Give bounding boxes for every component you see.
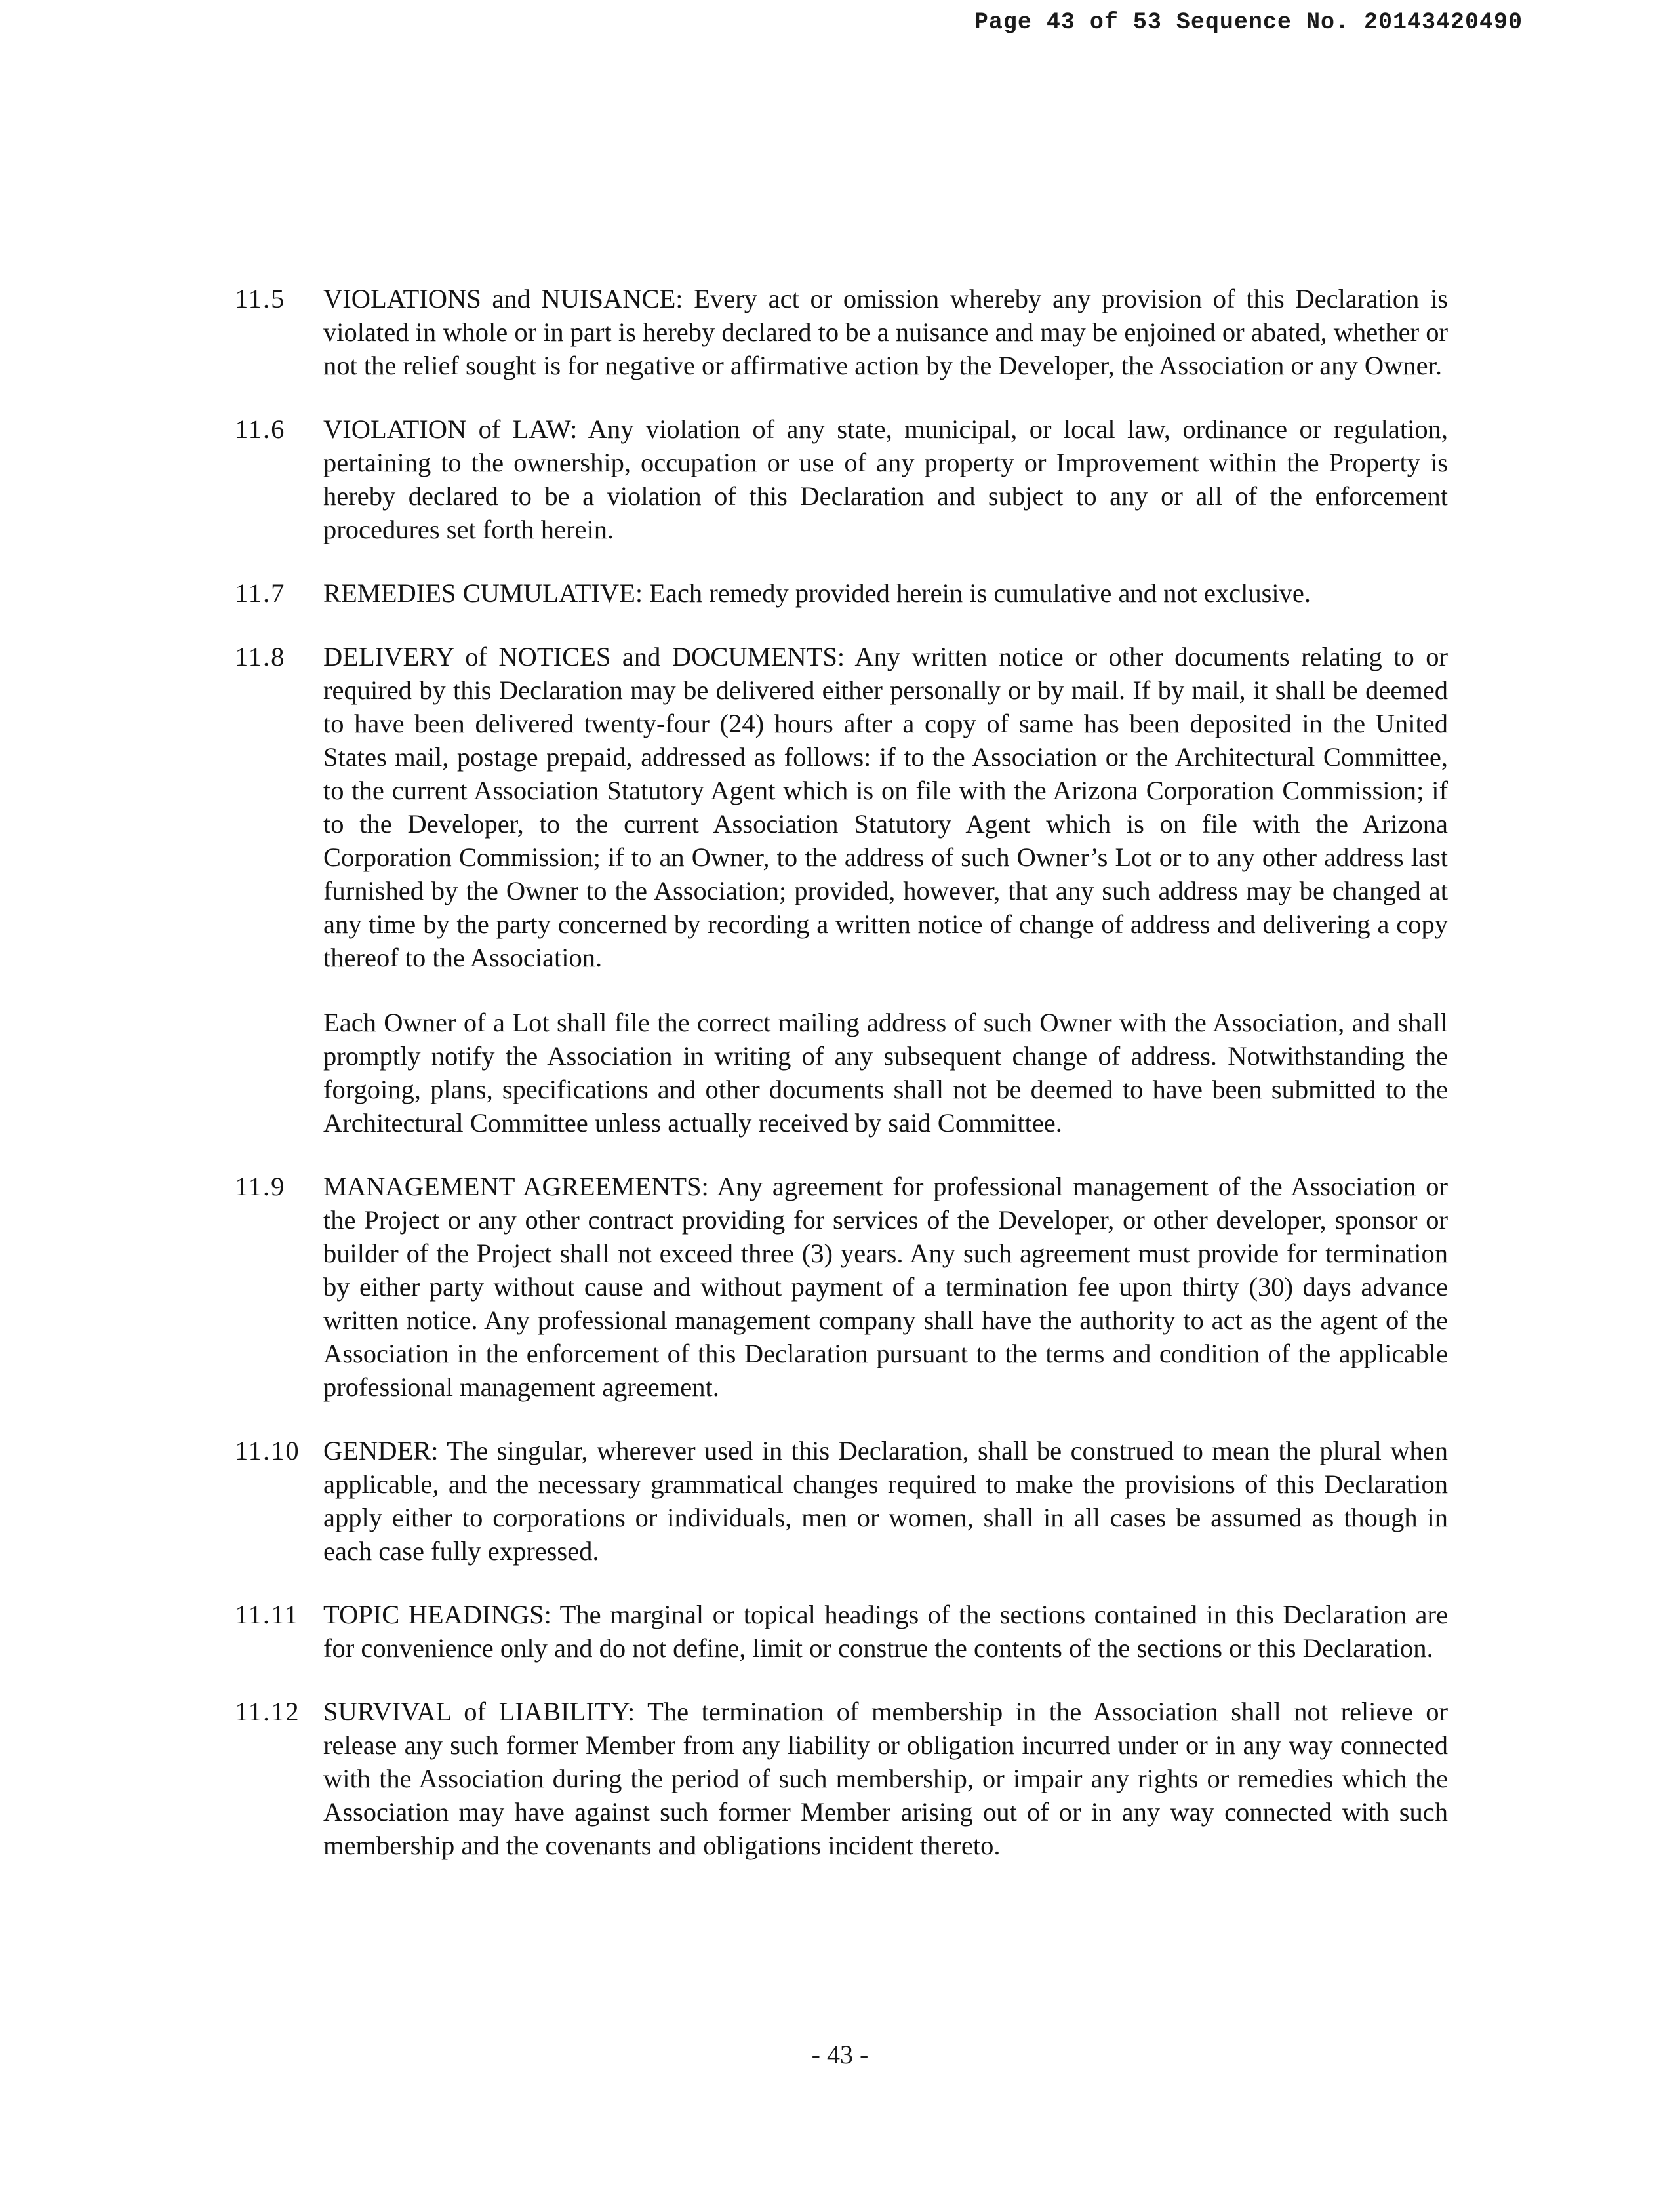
section-heading: DELIVERY of NOTICES and DOCUMENTS:	[323, 642, 845, 671]
section-paragraph	[323, 282, 1448, 382]
page-header: Page 43 of 53 Sequence No. 20143420490	[974, 9, 1523, 35]
section-paragraph	[323, 640, 1448, 974]
section-number: 11.8	[235, 642, 286, 671]
section-11-6	[235, 412, 1448, 546]
section-text: Each remedy provided herein is cumulative and not exclusive.	[643, 578, 1311, 608]
page-number: - 43 -	[811, 2040, 869, 2069]
section-text: The termination of membership in the Association shall not relieve or release any such former Member from any liability or obligation incurred under or in any way connected with the Association during the period of such membership, or impair any rights or remedies which the Association may have against such former Member arising out of or in any way connected with such membership and the covenants and obligations incident thereto.	[323, 1697, 1449, 1860]
section-number: 11.9	[235, 1172, 286, 1201]
section-number: 11.6	[235, 414, 286, 444]
section-text: The singular, wherever used in this Declaration, shall be construed to mean the plural when applicable, and the necessary grammatical changes required to make the provisions of this Declaration apply either to corporations or individuals, men or women, shall in all cases be assumed as though in each case fully expressed.	[323, 1436, 1448, 1566]
section-heading: GENDER:	[323, 1436, 439, 1465]
section-heading: SURVIVAL of LIABILITY:	[323, 1697, 635, 1726]
section-number: 11.10	[235, 1436, 300, 1465]
section-11-9	[235, 1170, 1448, 1404]
section-text: Every act or omission whereby any provision of this Declaration is violated in whole or in part is hereby declared to be a nuisance and may be enjoined or abated, whether or not the relief sought is for negative or affirmative action by the Developer, the Association or any Owner.	[323, 284, 1448, 380]
section-paragraph	[323, 1434, 1448, 1568]
section-number: 11.12	[235, 1697, 300, 1726]
section-11-5	[235, 282, 1448, 382]
document-body	[235, 282, 1448, 1892]
section-number: 11.5	[235, 284, 286, 313]
section-number: 11.7	[235, 578, 286, 608]
section-11-8	[235, 640, 1448, 1140]
section-paragraph	[323, 576, 1448, 610]
section-heading: VIOLATIONS and NUISANCE:	[323, 284, 683, 313]
section-paragraph	[323, 412, 1448, 546]
section-heading: MANAGEMENT AGREEMENTS:	[323, 1172, 709, 1201]
section-number: 11.11	[235, 1600, 300, 1629]
section-11-7	[235, 576, 1448, 610]
section-heading: VIOLATION of LAW:	[323, 414, 578, 444]
section-11-12	[235, 1695, 1448, 1862]
section-11-10	[235, 1434, 1448, 1568]
section-heading: REMEDIES CUMULATIVE:	[323, 578, 643, 608]
section-text: The marginal or topical headings of the sections contained in this Declaration are for convenience only and do not define, limit or construe the contents of the sections or this Declaration.	[323, 1600, 1448, 1663]
section-11-11	[235, 1598, 1448, 1665]
section-text: Each Owner of a Lot shall file the correct mailing address of such Owner with the Association, and shall promptly notify the Association in writing of any subsequent change of address. Notwithstanding the forgoing, plans, specifications and other documents shall not be deemed to have been submitted to the Architectural Committee unless actually received by said Committee.	[323, 1008, 1448, 1138]
section-paragraph	[323, 1598, 1448, 1665]
section-paragraph	[323, 1695, 1448, 1862]
section-paragraph	[323, 1006, 1448, 1140]
section-text: Any written notice or other documents relating to or required by this Declaration may be delivered either personally or by mail. If by mail, it shall be deemed to have been delivered twenty-four (24) hours after a copy of same has been deposited in the United States mail, postage prepaid, addressed as follows: if to the Association or the Architectural Committee, to the current Association Statutory Agent which is on file with the Arizona Corporation Commission; if to the Developer, to the current Association Statutory Agent which is on file with the Arizona Corporation Commission; if to an Owner, to the address of such Owner’s Lot or to any other address last furnished by the Owner to the Association; provided, however, that any such address may be changed at any time by the party concerned by recording a written notice of change of address and delivering a copy thereof to the Association.	[323, 642, 1449, 972]
section-paragraph	[323, 1170, 1448, 1404]
section-text: Any agreement for professional management of the Association or the Project or any other contract providing for services of the Developer, or other developer, sponsor or builder of the Project shall not exceed three (3) years. Any such agreement must provide for termination by either party without cause and without payment of a termination fee upon thirty (30) days advance written notice. Any professional management company shall have the authority to act as the agent of the Association in the enforcement of this Declaration pursuant to the terms and condition of the applicable professional management agreement.	[323, 1172, 1448, 1402]
section-heading: TOPIC HEADINGS:	[323, 1600, 551, 1629]
section-text: Any violation of any state, municipal, or local law, ordinance or regulation, pertaining to the ownership, occupation or use of any property or Improvement within the Property is hereby declared to be a violation of this Declaration and subject to any or all of the enforcement procedures set forth herein.	[323, 414, 1448, 544]
